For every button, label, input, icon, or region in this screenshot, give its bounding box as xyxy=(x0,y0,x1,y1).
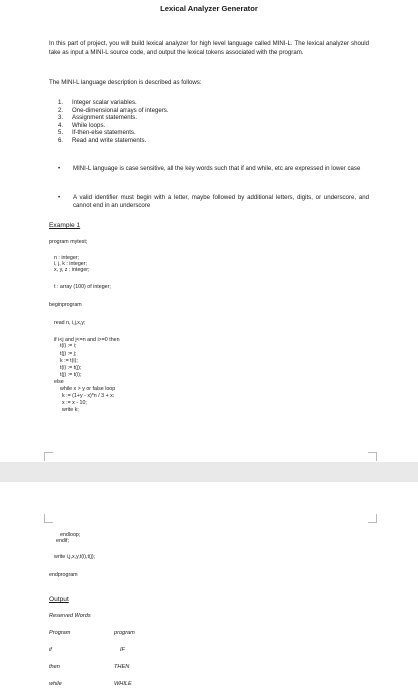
margin-corner-mark xyxy=(368,452,377,461)
code-line: k := t(i); xyxy=(60,358,78,364)
code-line: program mytest; xyxy=(49,239,88,245)
list-item: 4. While loops. xyxy=(58,121,106,129)
bullet-item: • MINI-L language is case sensitive, all the key words such that if and while, etc are expressed in lower case xyxy=(58,165,361,172)
description-intro: The MINI-L language description is described as follows: xyxy=(49,79,202,86)
code-line: endloop; xyxy=(60,532,81,538)
list-item: 3. Assignment statements. xyxy=(58,114,138,122)
reserved-word: Program xyxy=(49,630,71,636)
code-line: x, y, z : integer; xyxy=(54,267,90,273)
reserved-word: if xyxy=(49,647,52,653)
code-line: t : array (100) of integer; xyxy=(54,284,111,290)
margin-corner-mark xyxy=(44,514,53,523)
code-line: k := (1+y - x)*n / 3 + x; xyxy=(62,393,115,399)
code-line: t(i) := t(j); xyxy=(60,365,82,371)
margin-corner-mark xyxy=(368,514,377,523)
list-item: 1. Integer scalar variables. xyxy=(58,99,137,106)
reserved-token: THEN xyxy=(114,664,130,670)
bullet-icon: • xyxy=(58,165,61,172)
code-line: endprogram xyxy=(49,572,78,578)
code-line: x := x - 10; xyxy=(62,400,87,406)
code-line: n : integer; xyxy=(54,255,80,261)
code-line: t(j) := j; xyxy=(60,351,77,357)
reserved-token: IF xyxy=(120,647,125,653)
document-title: Lexical Analyzer Generator xyxy=(160,4,258,13)
code-line: read n, i,j,x,y; xyxy=(54,320,86,326)
reserved-words-heading: Reserved Words xyxy=(49,613,91,619)
code-line: write k; xyxy=(62,407,79,413)
bullet-icon: • xyxy=(58,194,61,201)
list-item: 2. One-dimensional arrays of integers. xyxy=(58,106,169,114)
code-line: i, j, k : integer; xyxy=(54,261,87,267)
margin-corner-mark xyxy=(44,452,53,461)
reserved-token: program xyxy=(114,630,135,636)
output-heading: Output xyxy=(49,596,69,603)
list-item: 6. Read and write statements. xyxy=(58,136,147,144)
code-line: while x > y or false loop xyxy=(60,386,116,392)
code-line: endif; xyxy=(56,538,69,544)
reserved-token: WHILE xyxy=(114,681,132,687)
bullet-item: • A valid identifier must begin with a letter, maybe followed by additional letters, digits, or underscore, and cannot end in an underscore xyxy=(58,194,369,210)
feature-list xyxy=(58,99,169,145)
list-item: 5. If-then-else statements. xyxy=(58,129,136,137)
example-heading: Example 1 xyxy=(49,222,81,229)
code-line: t(j) := t(i); xyxy=(60,372,82,378)
document-page-2 xyxy=(0,482,418,700)
code-line: if i<j and j<=n and i>=0 then xyxy=(54,337,120,343)
code-line: t(i) := i; xyxy=(60,343,77,349)
intro-paragraph: In this part of project, you will build lexical analyzer for high level language called MINI-L. The lexical analyzer should take as input a MINI-L source code, and output the lexical tokens associated with the program. xyxy=(49,40,369,56)
code-line: write i,j,x,y,t(i),t(j); xyxy=(54,554,96,560)
reserved-word: while xyxy=(49,681,62,687)
page-gap xyxy=(0,462,418,482)
code-line: beginprogram xyxy=(49,302,82,308)
code-line: else xyxy=(54,379,64,385)
reserved-word: then xyxy=(49,664,60,670)
